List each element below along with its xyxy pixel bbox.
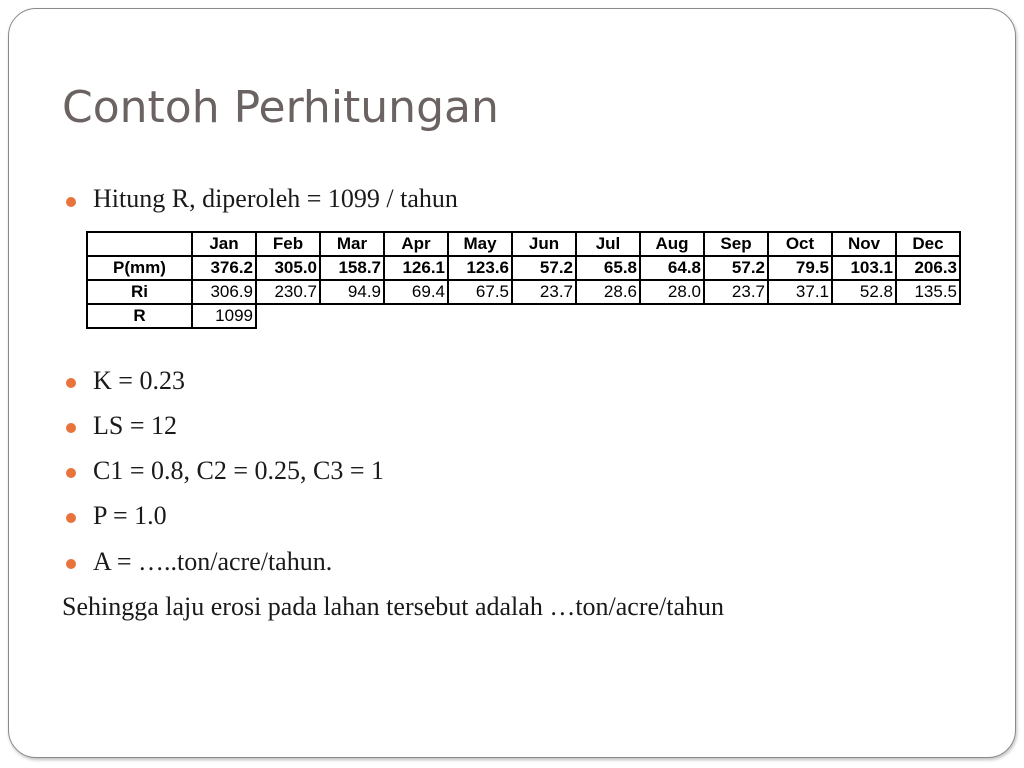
bullet-hitung-r: Hitung R, diperoleh = 1099 / tahun <box>93 184 458 213</box>
table-cell: 230.7 <box>256 280 320 304</box>
row-label: Ri <box>87 280 192 304</box>
row-label: R <box>87 304 192 328</box>
bullet-ls: LS = 12 <box>93 411 178 440</box>
month-header: Oct <box>768 232 832 256</box>
table-cell: 57.2 <box>512 256 576 280</box>
bullet-dot-icon <box>66 423 76 433</box>
table-cell: 37.1 <box>768 280 832 304</box>
bullet-dot-icon <box>66 513 76 523</box>
table-cell: 94.9 <box>320 280 384 304</box>
table-cell: 65.8 <box>576 256 640 280</box>
table-cell: 206.3 <box>896 256 960 280</box>
table-cell: 305.0 <box>256 256 320 280</box>
month-header: Aug <box>640 232 704 256</box>
bullet-p: P = 1.0 <box>93 501 167 530</box>
month-header: Jun <box>512 232 576 256</box>
month-header: May <box>448 232 512 256</box>
table-cell: 23.7 <box>704 280 768 304</box>
table-cell: 64.8 <box>640 256 704 280</box>
table-cell: 135.5 <box>896 280 960 304</box>
table-cell: 52.8 <box>832 280 896 304</box>
bullet-k: K = 0.23 <box>93 366 185 395</box>
month-header: Feb <box>256 232 320 256</box>
table-cell: 376.2 <box>192 256 256 280</box>
month-header: Sep <box>704 232 768 256</box>
table-cell: 79.5 <box>768 256 832 280</box>
table-cell: 123.6 <box>448 256 512 280</box>
bullet-dot-icon <box>66 197 76 207</box>
table-cell: 57.2 <box>704 256 768 280</box>
table-cell: 306.9 <box>192 280 256 304</box>
table-row-r <box>87 304 960 328</box>
table-cell: 67.5 <box>448 280 512 304</box>
month-header: Mar <box>320 232 384 256</box>
table-cell: 23.7 <box>512 280 576 304</box>
month-header: Nov <box>832 232 896 256</box>
table-cell: 103.1 <box>832 256 896 280</box>
table-cell: 28.0 <box>640 280 704 304</box>
bullet-dot-icon <box>66 468 76 478</box>
empty-cell <box>256 304 960 328</box>
table-cell: 28.6 <box>576 280 640 304</box>
row-label: P(mm) <box>87 256 192 280</box>
table-row-ri <box>87 280 960 304</box>
bullet-dot-icon <box>66 378 76 388</box>
table-cell: 158.7 <box>320 256 384 280</box>
conclusion-text: Sehingga laju erosi pada lahan tersebut adalah …ton/acre/tahun <box>62 592 725 621</box>
table-corner-cell <box>87 232 192 256</box>
month-header: Jan <box>192 232 256 256</box>
bullet-a: A = …..ton/acre/tahun. <box>93 547 333 576</box>
rainfall-table <box>86 231 961 329</box>
table-header-row <box>87 232 960 256</box>
table-cell: 126.1 <box>384 256 448 280</box>
table-cell: 1099 <box>192 304 256 328</box>
month-header: Jul <box>576 232 640 256</box>
slide-title: Contoh Perhitungan <box>62 82 499 133</box>
table-row-pmm <box>87 256 960 280</box>
bullet-c-values: C1 = 0.8, C2 = 0.25, C3 = 1 <box>93 456 385 485</box>
table-cell: 69.4 <box>384 280 448 304</box>
month-header: Dec <box>896 232 960 256</box>
month-header: Apr <box>384 232 448 256</box>
bullet-dot-icon <box>66 559 76 569</box>
